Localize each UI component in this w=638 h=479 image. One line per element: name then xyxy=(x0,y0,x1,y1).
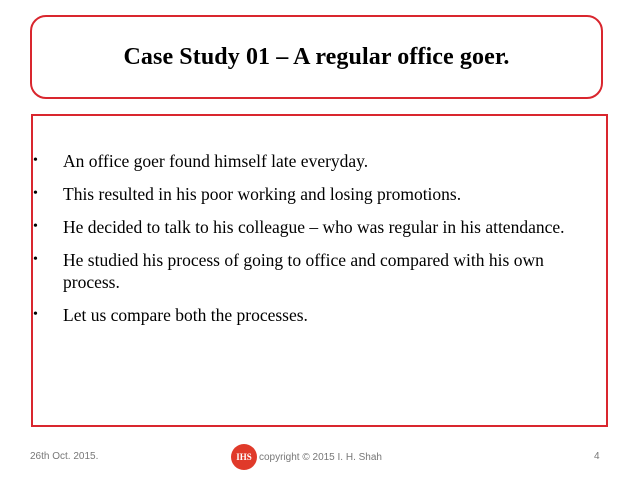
bullet-text: He decided to talk to his colleague – who was regular in his attendance. xyxy=(63,217,565,237)
footer-date: 26th Oct. 2015. xyxy=(30,451,99,462)
bullet-icon: • xyxy=(33,252,38,267)
footer-copyright xyxy=(231,444,382,470)
bullet-list xyxy=(33,150,606,337)
copyright-text: copyright © 2015 I. H. Shah xyxy=(259,451,382,463)
bullet-text: Let us compare both the processes. xyxy=(63,305,308,325)
bullet-icon: • xyxy=(33,186,38,201)
content-box xyxy=(31,114,608,427)
list-item xyxy=(33,249,606,293)
ihs-logo-icon: IHS xyxy=(231,444,257,470)
bullet-text: An office goer found himself late everyday. xyxy=(63,151,369,171)
list-item xyxy=(33,304,606,326)
list-item xyxy=(33,150,606,172)
bullet-icon: • xyxy=(33,307,38,322)
bullet-text: He studied his process of going to office and compared with his own process. xyxy=(63,250,544,292)
bullet-icon: • xyxy=(33,153,38,168)
title-box xyxy=(30,15,603,99)
bullet-text: This resulted in his poor working and losing promotions. xyxy=(63,184,462,204)
slide-title: Case Study 01 – A regular office goer. xyxy=(123,43,510,70)
bullet-icon: • xyxy=(33,219,38,234)
list-item xyxy=(33,183,606,205)
page-number: 4 xyxy=(594,451,600,462)
list-item xyxy=(33,216,606,238)
